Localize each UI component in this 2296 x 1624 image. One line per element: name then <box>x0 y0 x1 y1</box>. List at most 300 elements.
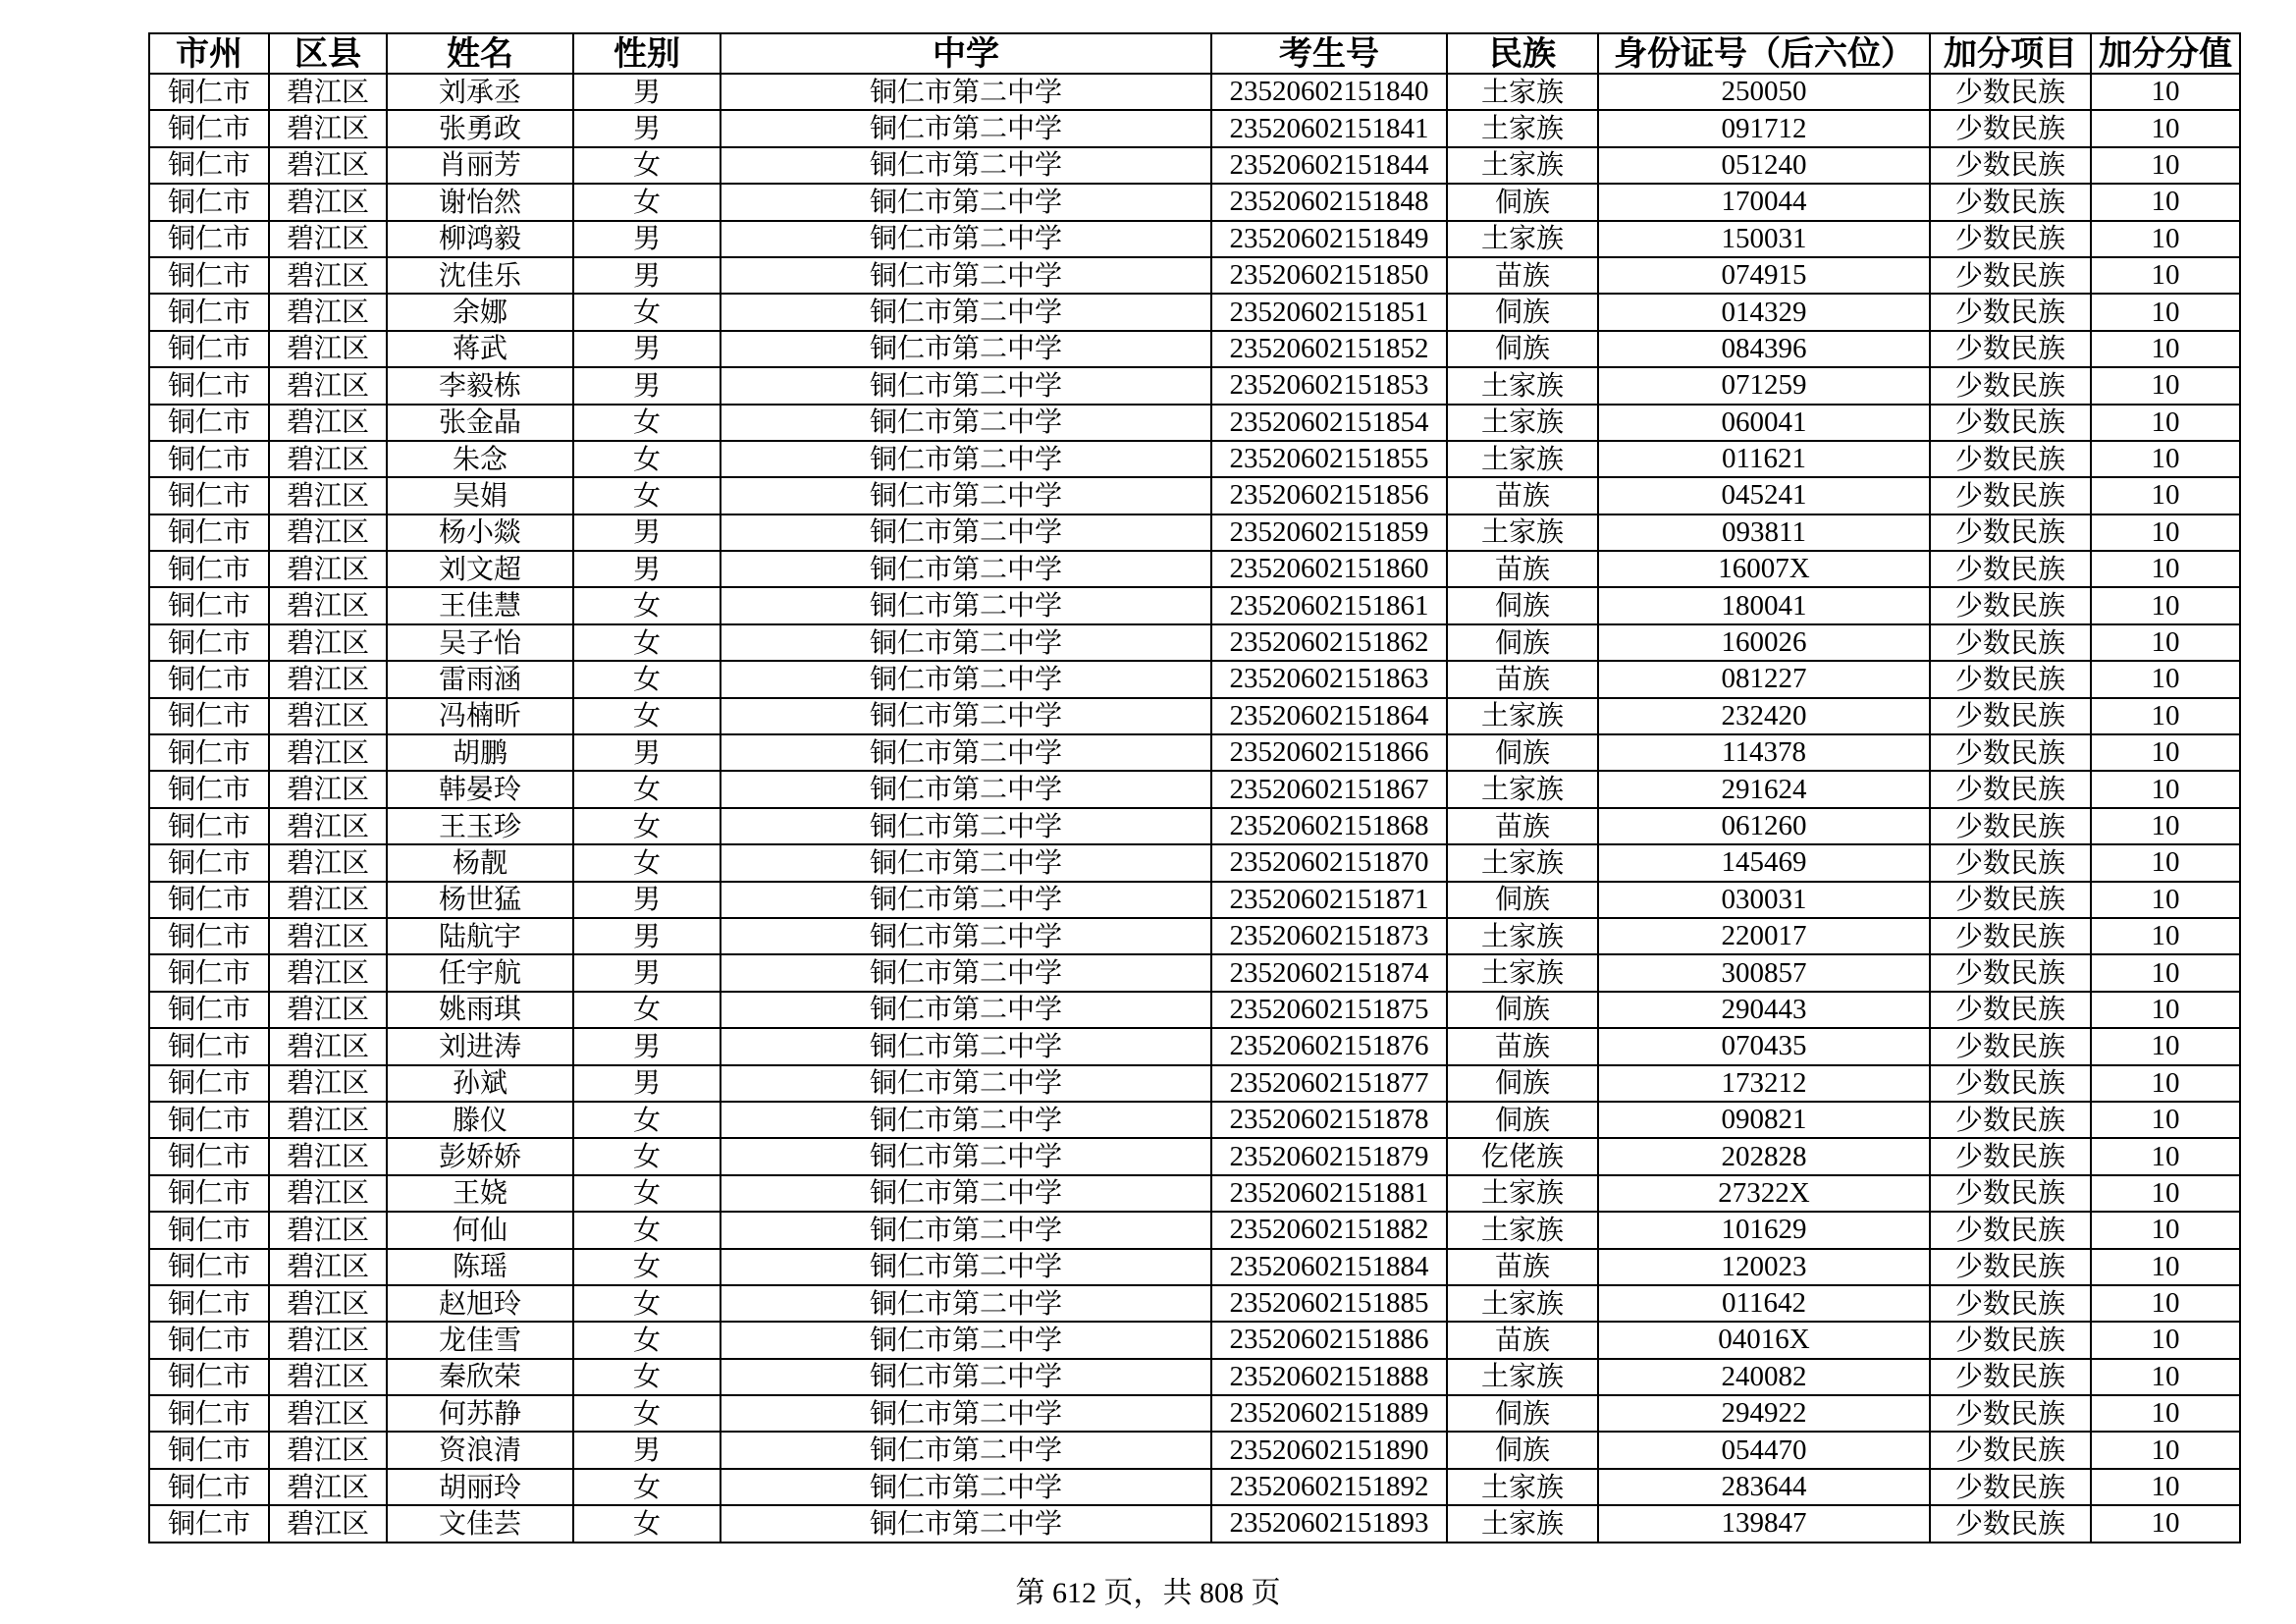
cell-gender: 女 <box>573 184 721 220</box>
cell-ethnicity: 侗族 <box>1447 992 1598 1028</box>
cell-id-suffix: 054470 <box>1598 1432 1930 1468</box>
cell-school: 铜仁市第二中学 <box>721 661 1211 697</box>
table-row <box>149 734 2240 771</box>
cell-exam-number: 23520602151849 <box>1211 221 1447 257</box>
cell-ethnicity: 土家族 <box>1447 514 1598 551</box>
cell-name: 何苏静 <box>387 1395 573 1432</box>
cell-city: 铜仁市 <box>149 514 269 551</box>
cell-ethnicity: 土家族 <box>1447 918 1598 954</box>
cell-gender: 男 <box>573 110 721 146</box>
cell-bonus-item: 少数民族 <box>1930 367 2091 404</box>
cell-id-suffix: 173212 <box>1598 1065 1930 1102</box>
cell-name: 冯楠昕 <box>387 698 573 734</box>
table-row <box>149 1249 2240 1285</box>
cell-bonus-item: 少数民族 <box>1930 918 2091 954</box>
cell-school: 铜仁市第二中学 <box>721 110 1211 146</box>
cell-bonus-value: 10 <box>2091 257 2240 294</box>
cell-name: 吴子怡 <box>387 624 573 661</box>
cell-name: 何仙 <box>387 1212 573 1248</box>
cell-ethnicity: 侗族 <box>1447 1395 1598 1432</box>
cell-bonus-item: 少数民族 <box>1930 477 2091 514</box>
roster-sheet <box>148 32 2239 1543</box>
cell-bonus-value: 10 <box>2091 74 2240 110</box>
cell-district: 碧江区 <box>269 587 387 623</box>
cell-exam-number: 23520602151856 <box>1211 477 1447 514</box>
cell-city: 铜仁市 <box>149 1285 269 1322</box>
cell-bonus-value: 10 <box>2091 1505 2240 1542</box>
cell-bonus-value: 10 <box>2091 110 2240 146</box>
cell-bonus-value: 10 <box>2091 367 2240 404</box>
cell-gender: 女 <box>573 771 721 807</box>
cell-name: 沈佳乐 <box>387 257 573 294</box>
cell-name: 王玉珍 <box>387 808 573 844</box>
cell-gender: 女 <box>573 1359 721 1395</box>
cell-ethnicity: 苗族 <box>1447 661 1598 697</box>
cell-exam-number: 23520602151861 <box>1211 587 1447 623</box>
cell-id-suffix: 290443 <box>1598 992 1930 1028</box>
cell-district: 碧江区 <box>269 1065 387 1102</box>
footer-suffix: 页 <box>1251 1577 1281 1609</box>
cell-ethnicity: 侗族 <box>1447 1065 1598 1102</box>
cell-name: 秦欣荣 <box>387 1359 573 1395</box>
table-row <box>149 441 2240 477</box>
cell-city: 铜仁市 <box>149 734 269 771</box>
cell-name: 胡丽玲 <box>387 1469 573 1505</box>
cell-school: 铜仁市第二中学 <box>721 441 1211 477</box>
cell-school: 铜仁市第二中学 <box>721 477 1211 514</box>
cell-bonus-value: 10 <box>2091 184 2240 220</box>
cell-exam-number: 23520602151859 <box>1211 514 1447 551</box>
cell-city: 铜仁市 <box>149 405 269 441</box>
cell-city: 铜仁市 <box>149 221 269 257</box>
cell-school: 铜仁市第二中学 <box>721 954 1211 991</box>
cell-school: 铜仁市第二中学 <box>721 405 1211 441</box>
cell-name: 张金晶 <box>387 405 573 441</box>
cell-city: 铜仁市 <box>149 1359 269 1395</box>
cell-bonus-value: 10 <box>2091 1285 2240 1322</box>
cell-name: 姚雨琪 <box>387 992 573 1028</box>
cell-name: 陆航宇 <box>387 918 573 954</box>
cell-bonus-item: 少数民族 <box>1930 1285 2091 1322</box>
cell-school: 铜仁市第二中学 <box>721 1028 1211 1064</box>
table-row <box>149 844 2240 881</box>
cell-name: 韩晏玲 <box>387 771 573 807</box>
cell-city: 铜仁市 <box>149 1175 269 1212</box>
cell-city: 铜仁市 <box>149 771 269 807</box>
cell-bonus-item: 少数民族 <box>1930 221 2091 257</box>
cell-ethnicity: 土家族 <box>1447 1175 1598 1212</box>
cell-bonus-item: 少数民族 <box>1930 110 2091 146</box>
cell-city: 铜仁市 <box>149 110 269 146</box>
cell-ethnicity: 侗族 <box>1447 1432 1598 1468</box>
cell-bonus-value: 10 <box>2091 1138 2240 1174</box>
cell-exam-number: 23520602151862 <box>1211 624 1447 661</box>
cell-exam-number: 23520602151866 <box>1211 734 1447 771</box>
cell-district: 碧江区 <box>269 1175 387 1212</box>
table-row <box>149 1322 2240 1358</box>
cell-ethnicity: 土家族 <box>1447 1359 1598 1395</box>
cell-bonus-item: 少数民族 <box>1930 698 2091 734</box>
table-row <box>149 405 2240 441</box>
cell-ethnicity: 土家族 <box>1447 1212 1598 1248</box>
cell-school: 铜仁市第二中学 <box>721 514 1211 551</box>
cell-id-suffix: 232420 <box>1598 698 1930 734</box>
cell-district: 碧江区 <box>269 844 387 881</box>
cell-district: 碧江区 <box>269 992 387 1028</box>
cell-bonus-item: 少数民族 <box>1930 1102 2091 1138</box>
column-header-ethnicity: 民族 <box>1447 33 1598 74</box>
cell-district: 碧江区 <box>269 734 387 771</box>
cell-bonus-item: 少数民族 <box>1930 734 2091 771</box>
table-row <box>149 294 2240 330</box>
cell-ethnicity: 土家族 <box>1447 221 1598 257</box>
cell-school: 铜仁市第二中学 <box>721 1249 1211 1285</box>
cell-name: 柳鸿毅 <box>387 221 573 257</box>
cell-bonus-item: 少数民族 <box>1930 1065 2091 1102</box>
cell-ethnicity: 苗族 <box>1447 551 1598 587</box>
cell-district: 碧江区 <box>269 405 387 441</box>
cell-gender: 女 <box>573 661 721 697</box>
cell-gender: 男 <box>573 221 721 257</box>
cell-school: 铜仁市第二中学 <box>721 1505 1211 1542</box>
cell-district: 碧江区 <box>269 1322 387 1358</box>
cell-school: 铜仁市第二中学 <box>721 587 1211 623</box>
cell-district: 碧江区 <box>269 331 387 367</box>
cell-bonus-item: 少数民族 <box>1930 331 2091 367</box>
cell-city: 铜仁市 <box>149 918 269 954</box>
table-row <box>149 992 2240 1028</box>
cell-bonus-item: 少数民族 <box>1930 441 2091 477</box>
cell-school: 铜仁市第二中学 <box>721 624 1211 661</box>
cell-bonus-value: 10 <box>2091 1102 2240 1138</box>
cell-bonus-item: 少数民族 <box>1930 405 2091 441</box>
table-row <box>149 771 2240 807</box>
cell-id-suffix: 291624 <box>1598 771 1930 807</box>
cell-city: 铜仁市 <box>149 1505 269 1542</box>
cell-city: 铜仁市 <box>149 1432 269 1468</box>
cell-district: 碧江区 <box>269 661 387 697</box>
cell-name: 彭娇娇 <box>387 1138 573 1174</box>
footer-page-number: 612 <box>1052 1577 1096 1609</box>
cell-city: 铜仁市 <box>149 441 269 477</box>
cell-bonus-item: 少数民族 <box>1930 184 2091 220</box>
cell-id-suffix: 160026 <box>1598 624 1930 661</box>
cell-name: 文佳芸 <box>387 1505 573 1542</box>
cell-district: 碧江区 <box>269 1102 387 1138</box>
cell-city: 铜仁市 <box>149 1249 269 1285</box>
cell-bonus-item: 少数民族 <box>1930 992 2091 1028</box>
cell-school: 铜仁市第二中学 <box>721 331 1211 367</box>
cell-gender: 女 <box>573 477 721 514</box>
cell-gender: 女 <box>573 147 721 184</box>
cell-bonus-item: 少数民族 <box>1930 1028 2091 1064</box>
table-row <box>149 1505 2240 1542</box>
cell-gender: 女 <box>573 1285 721 1322</box>
cell-gender: 女 <box>573 1138 721 1174</box>
cell-ethnicity: 土家族 <box>1447 147 1598 184</box>
cell-ethnicity: 土家族 <box>1447 771 1598 807</box>
cell-id-suffix: 071259 <box>1598 367 1930 404</box>
cell-bonus-value: 10 <box>2091 954 2240 991</box>
cell-exam-number: 23520602151878 <box>1211 1102 1447 1138</box>
cell-district: 碧江区 <box>269 698 387 734</box>
cell-district: 碧江区 <box>269 441 387 477</box>
cell-gender: 男 <box>573 331 721 367</box>
cell-school: 铜仁市第二中学 <box>721 1212 1211 1248</box>
column-header-exam-number: 考生号 <box>1211 33 1447 74</box>
cell-city: 铜仁市 <box>149 992 269 1028</box>
cell-ethnicity: 土家族 <box>1447 405 1598 441</box>
cell-id-suffix: 090821 <box>1598 1102 1930 1138</box>
cell-city: 铜仁市 <box>149 808 269 844</box>
table-row <box>149 882 2240 918</box>
column-header-district: 区县 <box>269 33 387 74</box>
cell-bonus-value: 10 <box>2091 1432 2240 1468</box>
cell-city: 铜仁市 <box>149 184 269 220</box>
cell-bonus-value: 10 <box>2091 331 2240 367</box>
cell-name: 杨小燚 <box>387 514 573 551</box>
cell-bonus-value: 10 <box>2091 1249 2240 1285</box>
cell-bonus-item: 少数民族 <box>1930 1138 2091 1174</box>
cell-ethnicity: 侗族 <box>1447 331 1598 367</box>
cell-ethnicity: 侗族 <box>1447 587 1598 623</box>
cell-city: 铜仁市 <box>149 367 269 404</box>
cell-school: 铜仁市第二中学 <box>721 1175 1211 1212</box>
cell-gender: 女 <box>573 1102 721 1138</box>
cell-gender: 女 <box>573 1322 721 1358</box>
cell-district: 碧江区 <box>269 882 387 918</box>
column-header-gender: 性别 <box>573 33 721 74</box>
cell-id-suffix: 081227 <box>1598 661 1930 697</box>
cell-exam-number: 23520602151873 <box>1211 918 1447 954</box>
column-header-bonus-value: 加分分值 <box>2091 33 2240 74</box>
cell-district: 碧江区 <box>269 1432 387 1468</box>
cell-gender: 男 <box>573 918 721 954</box>
cell-district: 碧江区 <box>269 624 387 661</box>
cell-district: 碧江区 <box>269 1469 387 1505</box>
cell-bonus-item: 少数民族 <box>1930 1212 2091 1248</box>
footer-middle: 页，共 <box>1103 1577 1193 1609</box>
cell-exam-number: 23520602151848 <box>1211 184 1447 220</box>
cell-gender: 女 <box>573 1212 721 1248</box>
cell-bonus-item: 少数民族 <box>1930 1249 2091 1285</box>
cell-name: 杨靓 <box>387 844 573 881</box>
cell-ethnicity: 侗族 <box>1447 734 1598 771</box>
cell-exam-number: 23520602151840 <box>1211 74 1447 110</box>
table-row <box>149 74 2240 110</box>
cell-exam-number: 23520602151870 <box>1211 844 1447 881</box>
cell-gender: 男 <box>573 1065 721 1102</box>
cell-district: 碧江区 <box>269 551 387 587</box>
cell-school: 铜仁市第二中学 <box>721 257 1211 294</box>
cell-school: 铜仁市第二中学 <box>721 147 1211 184</box>
cell-bonus-value: 10 <box>2091 1028 2240 1064</box>
cell-name: 肖丽芳 <box>387 147 573 184</box>
cell-id-suffix: 060041 <box>1598 405 1930 441</box>
cell-gender: 女 <box>573 844 721 881</box>
cell-bonus-value: 10 <box>2091 1359 2240 1395</box>
cell-gender: 女 <box>573 1395 721 1432</box>
cell-exam-number: 23520602151860 <box>1211 551 1447 587</box>
cell-gender: 男 <box>573 1028 721 1064</box>
cell-bonus-value: 10 <box>2091 405 2240 441</box>
cell-bonus-value: 10 <box>2091 808 2240 844</box>
cell-exam-number: 23520602151853 <box>1211 367 1447 404</box>
cell-city: 铜仁市 <box>149 1138 269 1174</box>
cell-id-suffix: 283644 <box>1598 1469 1930 1505</box>
cell-bonus-item: 少数民族 <box>1930 624 2091 661</box>
cell-district: 碧江区 <box>269 147 387 184</box>
cell-bonus-item: 少数民族 <box>1930 551 2091 587</box>
cell-exam-number: 23520602151851 <box>1211 294 1447 330</box>
cell-school: 铜仁市第二中学 <box>721 844 1211 881</box>
cell-district: 碧江区 <box>269 1285 387 1322</box>
cell-district: 碧江区 <box>269 918 387 954</box>
table-row <box>149 367 2240 404</box>
cell-district: 碧江区 <box>269 1212 387 1248</box>
cell-school: 铜仁市第二中学 <box>721 808 1211 844</box>
table-row <box>149 257 2240 294</box>
cell-district: 碧江区 <box>269 294 387 330</box>
cell-ethnicity: 侗族 <box>1447 1102 1598 1138</box>
table-row <box>149 147 2240 184</box>
cell-bonus-item: 少数民族 <box>1930 1175 2091 1212</box>
cell-gender: 男 <box>573 257 721 294</box>
cell-ethnicity: 土家族 <box>1447 1285 1598 1322</box>
cell-gender: 女 <box>573 405 721 441</box>
cell-id-suffix: 091712 <box>1598 110 1930 146</box>
table-row <box>149 514 2240 551</box>
cell-id-suffix: 294922 <box>1598 1395 1930 1432</box>
cell-ethnicity: 侗族 <box>1447 624 1598 661</box>
cell-exam-number: 23520602151893 <box>1211 1505 1447 1542</box>
cell-bonus-item: 少数民族 <box>1930 1359 2091 1395</box>
cell-id-suffix: 011621 <box>1598 441 1930 477</box>
cell-exam-number: 23520602151850 <box>1211 257 1447 294</box>
cell-bonus-item: 少数民族 <box>1930 1469 2091 1505</box>
cell-id-suffix: 070435 <box>1598 1028 1930 1064</box>
cell-name: 王佳慧 <box>387 587 573 623</box>
cell-ethnicity: 苗族 <box>1447 477 1598 514</box>
cell-school: 铜仁市第二中学 <box>721 918 1211 954</box>
cell-district: 碧江区 <box>269 367 387 404</box>
cell-exam-number: 23520602151886 <box>1211 1322 1447 1358</box>
cell-ethnicity: 土家族 <box>1447 844 1598 881</box>
cell-exam-number: 23520602151877 <box>1211 1065 1447 1102</box>
table-row <box>149 1138 2240 1174</box>
cell-exam-number: 23520602151874 <box>1211 954 1447 991</box>
cell-gender: 男 <box>573 954 721 991</box>
cell-district: 碧江区 <box>269 1249 387 1285</box>
cell-district: 碧江区 <box>269 184 387 220</box>
cell-gender: 男 <box>573 367 721 404</box>
cell-name: 赵旭玲 <box>387 1285 573 1322</box>
table-row <box>149 1175 2240 1212</box>
cell-gender: 男 <box>573 551 721 587</box>
cell-city: 铜仁市 <box>149 1102 269 1138</box>
footer-total-pages: 808 <box>1200 1577 1244 1609</box>
cell-district: 碧江区 <box>269 477 387 514</box>
cell-bonus-item: 少数民族 <box>1930 808 2091 844</box>
cell-ethnicity: 侗族 <box>1447 184 1598 220</box>
cell-name: 王娆 <box>387 1175 573 1212</box>
cell-city: 铜仁市 <box>149 74 269 110</box>
cell-district: 碧江区 <box>269 74 387 110</box>
cell-city: 铜仁市 <box>149 882 269 918</box>
cell-gender: 女 <box>573 624 721 661</box>
cell-id-suffix: 139847 <box>1598 1505 1930 1542</box>
cell-id-suffix: 250050 <box>1598 74 1930 110</box>
cell-exam-number: 23520602151884 <box>1211 1249 1447 1285</box>
cell-bonus-item: 少数民族 <box>1930 1505 2091 1542</box>
cell-district: 碧江区 <box>269 514 387 551</box>
cell-bonus-value: 10 <box>2091 514 2240 551</box>
cell-exam-number: 23520602151875 <box>1211 992 1447 1028</box>
cell-exam-number: 23520602151885 <box>1211 1285 1447 1322</box>
cell-bonus-item: 少数民族 <box>1930 661 2091 697</box>
cell-name: 刘承丞 <box>387 74 573 110</box>
cell-city: 铜仁市 <box>149 1469 269 1505</box>
cell-bonus-value: 10 <box>2091 734 2240 771</box>
cell-bonus-value: 10 <box>2091 477 2240 514</box>
cell-id-suffix: 061260 <box>1598 808 1930 844</box>
cell-city: 铜仁市 <box>149 954 269 991</box>
cell-exam-number: 23520602151867 <box>1211 771 1447 807</box>
cell-name: 余娜 <box>387 294 573 330</box>
cell-bonus-value: 10 <box>2091 1322 2240 1358</box>
cell-bonus-item: 少数民族 <box>1930 1395 2091 1432</box>
table-row <box>149 1285 2240 1322</box>
cell-name: 朱念 <box>387 441 573 477</box>
cell-city: 铜仁市 <box>149 477 269 514</box>
table-row <box>149 110 2240 146</box>
cell-school: 铜仁市第二中学 <box>721 294 1211 330</box>
cell-id-suffix: 014329 <box>1598 294 1930 330</box>
cell-school: 铜仁市第二中学 <box>721 1102 1211 1138</box>
cell-bonus-item: 少数民族 <box>1930 844 2091 881</box>
cell-city: 铜仁市 <box>149 1395 269 1432</box>
table-header-row <box>149 33 2240 74</box>
cell-ethnicity: 侗族 <box>1447 294 1598 330</box>
cell-ethnicity: 土家族 <box>1447 74 1598 110</box>
cell-district: 碧江区 <box>269 1138 387 1174</box>
cell-gender: 女 <box>573 1249 721 1285</box>
cell-name: 张勇政 <box>387 110 573 146</box>
cell-name: 谢怡然 <box>387 184 573 220</box>
cell-exam-number: 23520602151864 <box>1211 698 1447 734</box>
column-header-city: 市州 <box>149 33 269 74</box>
cell-name: 孙斌 <box>387 1065 573 1102</box>
cell-id-suffix: 170044 <box>1598 184 1930 220</box>
cell-id-suffix: 180041 <box>1598 587 1930 623</box>
cell-name: 陈瑶 <box>387 1249 573 1285</box>
cell-ethnicity: 苗族 <box>1447 808 1598 844</box>
cell-bonus-value: 10 <box>2091 294 2240 330</box>
cell-id-suffix: 084396 <box>1598 331 1930 367</box>
cell-city: 铜仁市 <box>149 257 269 294</box>
cell-bonus-item: 少数民族 <box>1930 294 2091 330</box>
page-footer <box>0 1568 2296 1611</box>
table-row <box>149 221 2240 257</box>
cell-gender: 女 <box>573 992 721 1028</box>
cell-name: 吴娟 <box>387 477 573 514</box>
table-row <box>149 477 2240 514</box>
cell-city: 铜仁市 <box>149 624 269 661</box>
cell-ethnicity: 苗族 <box>1447 1028 1598 1064</box>
cell-district: 碧江区 <box>269 1028 387 1064</box>
cell-gender: 女 <box>573 698 721 734</box>
cell-bonus-value: 10 <box>2091 661 2240 697</box>
